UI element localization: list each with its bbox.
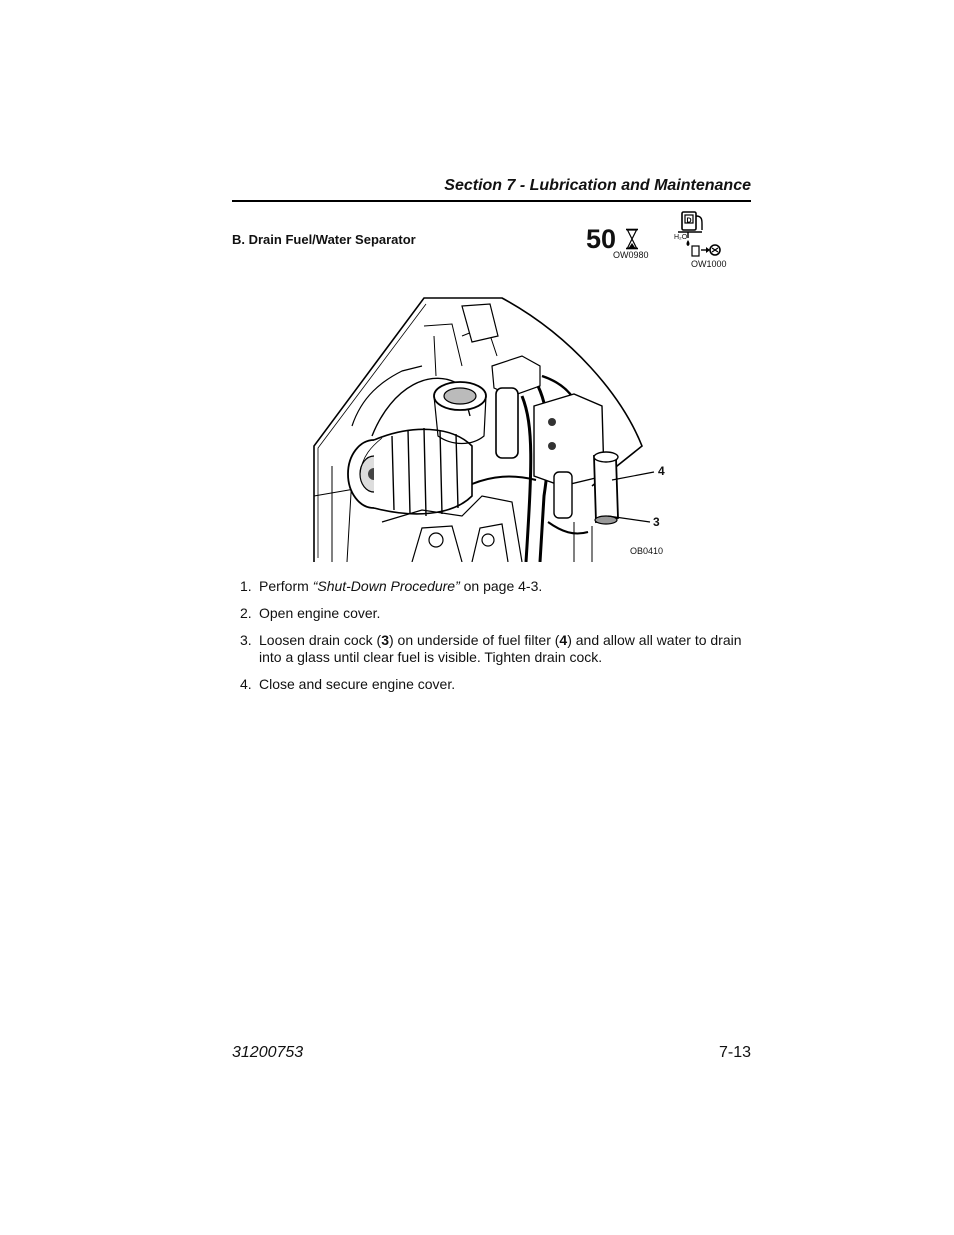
procedure-reference: “Shut-Down Procedure” [312, 578, 460, 594]
engine-illustration [312, 296, 674, 562]
list-item: 1. Perform “Shut-Down Procedure” on page 4-3. [240, 578, 543, 594]
section-divider [232, 200, 751, 202]
callout-3: 3 [653, 515, 660, 529]
h2o-label: H₂O [674, 234, 688, 241]
procedure-steps [232, 578, 751, 703]
interval-hours: 50 [586, 224, 617, 254]
page-number: 7-13 [718, 1044, 751, 1061]
fuel-symbol-code: OW1000 [691, 259, 727, 269]
hourglass-icon [624, 228, 640, 250]
subsection-heading: B. Drain Fuel/Water Separator [232, 232, 416, 247]
callout-4: 4 [658, 464, 665, 478]
list-item: 3. Loosen drain cock (3) on underside of fuel filter (4) and allow all water to drain into a glass until clear fuel is visible. Tighten drain cock. [240, 632, 742, 665]
list-item: 2. Open engine cover. [240, 605, 381, 621]
list-item: 4. Close and secure engine cover. [240, 676, 456, 692]
interval-code: OW0980 [613, 250, 649, 260]
document-number: 31200753 [232, 1044, 304, 1061]
section-title: Section 7 - Lubrication and Maintenance [444, 177, 751, 194]
svg-text:D: D [686, 217, 692, 225]
engine-drawing [312, 296, 674, 562]
figure-code: OB0410 [630, 546, 664, 556]
